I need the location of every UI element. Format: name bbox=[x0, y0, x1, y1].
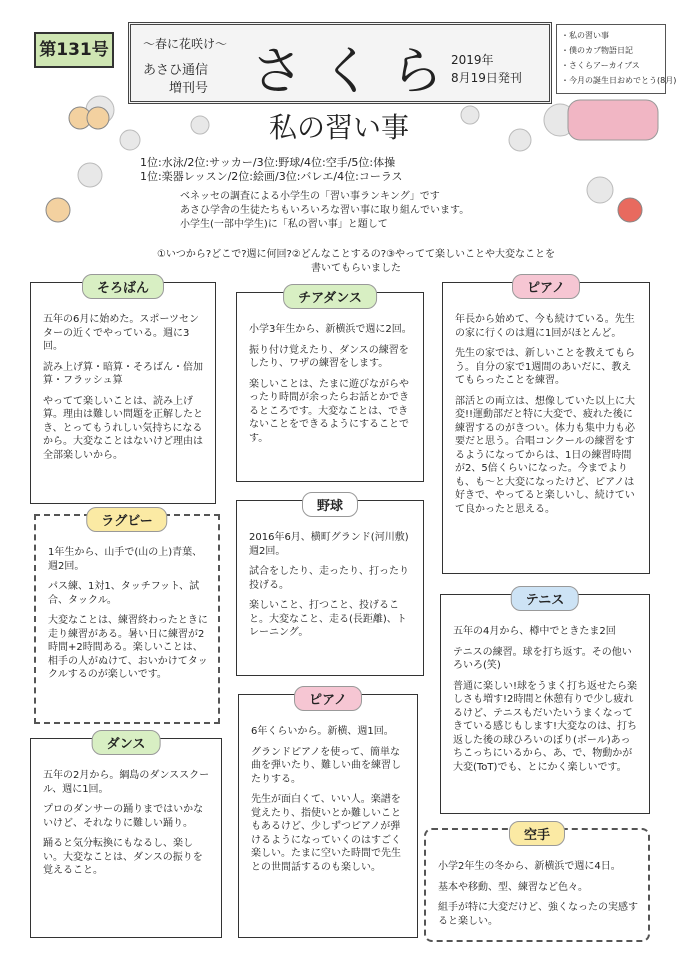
section-tennis bbox=[440, 594, 650, 814]
section-title: ダンス bbox=[92, 730, 161, 755]
section-para: 大変なことは、練習終わったときに走り練習がある。暑い日に練習が2時間+2時間ある。楽しいことは、相手の人がぬけて、おいかけてタックルするのが楽しいです。 bbox=[48, 615, 208, 680]
girl-illustration bbox=[618, 198, 642, 222]
section-para: 基本や移動、型、練習など色々。 bbox=[438, 881, 588, 893]
intro-line: 小学生(一部中学生)に「私の習い事」と題して bbox=[180, 219, 388, 230]
masthead-publisher: あさひ通信 bbox=[143, 63, 209, 78]
section-body bbox=[251, 725, 407, 881]
section-para: 1年生から、山手で(山の上)青葉、週2回。 bbox=[48, 547, 203, 572]
section-para: 楽しいこと、打つこと、投げること。大変なこと、走る(長距離)、トレーニング。 bbox=[249, 600, 407, 638]
section-para: 楽しいことは、たまに遊びながらやったり時間が余ったらお話とかできるところです。大変なことは、できないことをできるようにすることです。 bbox=[249, 378, 409, 444]
section-cheerdance bbox=[236, 292, 424, 482]
section-para: プロのダンサーの踊りまではいかないけど、それなりに難しい踊り。 bbox=[43, 804, 204, 829]
section-title: ラグビー bbox=[86, 507, 167, 532]
section-body bbox=[43, 313, 205, 469]
intro-line: あさひ学舎の生徒たちもいろいろな習い事に取り組んでいます。 bbox=[180, 205, 470, 216]
section-title: そろばん bbox=[82, 274, 164, 299]
toc-item: ・私の習い事 bbox=[561, 31, 609, 40]
section-para: 五年の6月に始めた。スポーツセンターの近くでやっている。週に3回。 bbox=[43, 314, 199, 352]
masthead-title: さくら bbox=[251, 42, 462, 102]
section-para: 五年の4月から、樽中でときたま2回 bbox=[453, 626, 616, 637]
section-title: テニス bbox=[511, 586, 579, 611]
section-para: 先生が面白くて、いい人。楽譜を覚えたり、指使いとか難しいこともあるけど、少しずつピアノが弾けるようになっていくのはすごく楽しい。たまに空いた時間で先生との世間話するのも楽しい。 bbox=[251, 794, 401, 873]
question-prompt bbox=[96, 248, 616, 276]
masthead-subtitle: 〜春に花咲け〜 bbox=[143, 37, 228, 51]
section-body bbox=[249, 531, 413, 647]
section-body bbox=[43, 769, 211, 885]
section-para: 部活との両立は、想像していた以上に大変!!運動部だと特に大変で、疲れた後に練習するのがきつい。体力も集中力も必要だと思う。合唱コンクールの練習をするようになってからは、1日の練習時間が2、5倍くらいになった。今までよりも、も〜と大変になったけど、ピアノは好きで、やってると楽しいし、続けていて良かったと思える。 bbox=[455, 395, 635, 515]
intro bbox=[180, 190, 520, 232]
section-piano-2 bbox=[238, 694, 418, 938]
section-para: 踊ると気分転換にもなるし、楽しい。大変なことは、ダンスの振りを覚えること。 bbox=[43, 838, 203, 876]
teacher-illustration bbox=[46, 198, 70, 222]
section-para: 2016年6月、横町グランド(河川敷)週2回。 bbox=[249, 532, 409, 557]
section-karate bbox=[424, 828, 650, 942]
ranking-line: 1位:楽器レッスン/2位:絵画/3位:バレエ/4位:コーラス bbox=[140, 170, 403, 183]
section-baseball bbox=[236, 500, 424, 676]
section-para: 五年の2月から。綱島のダンススクール、週に1回。 bbox=[43, 770, 210, 795]
section-para: やってて楽しいことは、読み上げ算。理由は難しい問題を正解したとき、とってもうれしい気持ちになるから。大変なことはないけど理由は全部楽しいから。 bbox=[43, 395, 203, 461]
headline: 私の習い事 bbox=[268, 111, 409, 144]
section-para: 組手が特に大変だけど、強くなったの実感すると楽しい。 bbox=[438, 902, 638, 927]
section-para: 小学2年生の冬から、新横浜で週に4日。 bbox=[438, 861, 621, 872]
section-rugby bbox=[34, 514, 220, 724]
section-body bbox=[453, 625, 639, 781]
intro-line: ベネッセの調査による小学生の「習い事ランキング」です bbox=[180, 191, 440, 202]
section-para: 読み上げ算・暗算・そろばん・倍加算・フラッシュ算 bbox=[43, 361, 203, 386]
section-para: 年長から始めて、今も続けている。先生の家に行くのは週に1回がほとんど。 bbox=[455, 314, 635, 339]
section-body bbox=[438, 860, 638, 935]
section-body bbox=[249, 323, 413, 452]
section-para: パス練、1対1、タッチフット、試合、タックル。 bbox=[48, 581, 200, 606]
masthead-date: 8月19日発刊 bbox=[451, 71, 522, 85]
section-para: 振り付け覚えたり、ダンスの練習をしたり、ワザの練習をします。 bbox=[249, 344, 409, 369]
section-soroban bbox=[30, 282, 216, 504]
section-body bbox=[455, 313, 639, 523]
question-line: 書いてもらいました bbox=[311, 263, 401, 274]
section-title: ピアノ bbox=[512, 274, 580, 299]
section-title: チアダンス bbox=[283, 284, 377, 309]
section-para: 6年くらいから。新横、週1回。 bbox=[251, 726, 394, 737]
section-body bbox=[48, 546, 208, 689]
ranking-line: 1位:水泳/2位:サッカー/3位:野球/4位:空手/5位:体操 bbox=[140, 156, 396, 169]
section-para: 試合をしたり、走ったり、打ったり投げる。 bbox=[249, 566, 409, 591]
ranking bbox=[140, 156, 560, 184]
section-piano-1 bbox=[442, 282, 650, 574]
section-title: ピアノ bbox=[294, 686, 362, 711]
question-line: ①いつから?どこで?週に何回?②どんなことするの?③やってて楽しいことや大変なことを bbox=[156, 249, 556, 260]
section-para: グランドピアノを使って、簡単な曲を弾いたり、難しい曲を練習したりする。 bbox=[251, 746, 401, 785]
section-title: 空手 bbox=[509, 821, 565, 846]
section-para: テニスの練習。球を打ち返す。その他いろいろ(笑) bbox=[453, 646, 632, 671]
section-para: 先生の家では、新しいことを教えてもらう。自分の家で1週間のあいだに、教えてもらったことを練習。 bbox=[455, 348, 635, 386]
section-para: 普通に楽しい!球をうまく打ち返せたら楽しさも増す!2時間と休憩有りで少し疲れるけど、テニスもだいたいうまくなってきている感じもします!大変なのは、打ち返した後の球ひろいのぼり(ボール)あっちこっちにいるから、あ、で、物動かが大変(ToT)でも、とにかく楽しいです。 bbox=[453, 680, 638, 773]
masthead-year: 2019年 bbox=[451, 53, 494, 67]
section-para: 小学3年生から、新横浜で週に2回。 bbox=[249, 324, 412, 335]
section-title: 野球 bbox=[302, 492, 358, 517]
toc-item: ・僕のカブ物語日記 bbox=[561, 46, 633, 55]
masthead-edition: 増刊号 bbox=[169, 81, 209, 96]
issue-number: 第131号 bbox=[34, 32, 114, 68]
toc-item: ・さくらアーカイブス bbox=[561, 61, 640, 70]
section-dance bbox=[30, 738, 222, 938]
toc-item: ・今月の誕生日おめでとう(8月) bbox=[561, 76, 677, 85]
